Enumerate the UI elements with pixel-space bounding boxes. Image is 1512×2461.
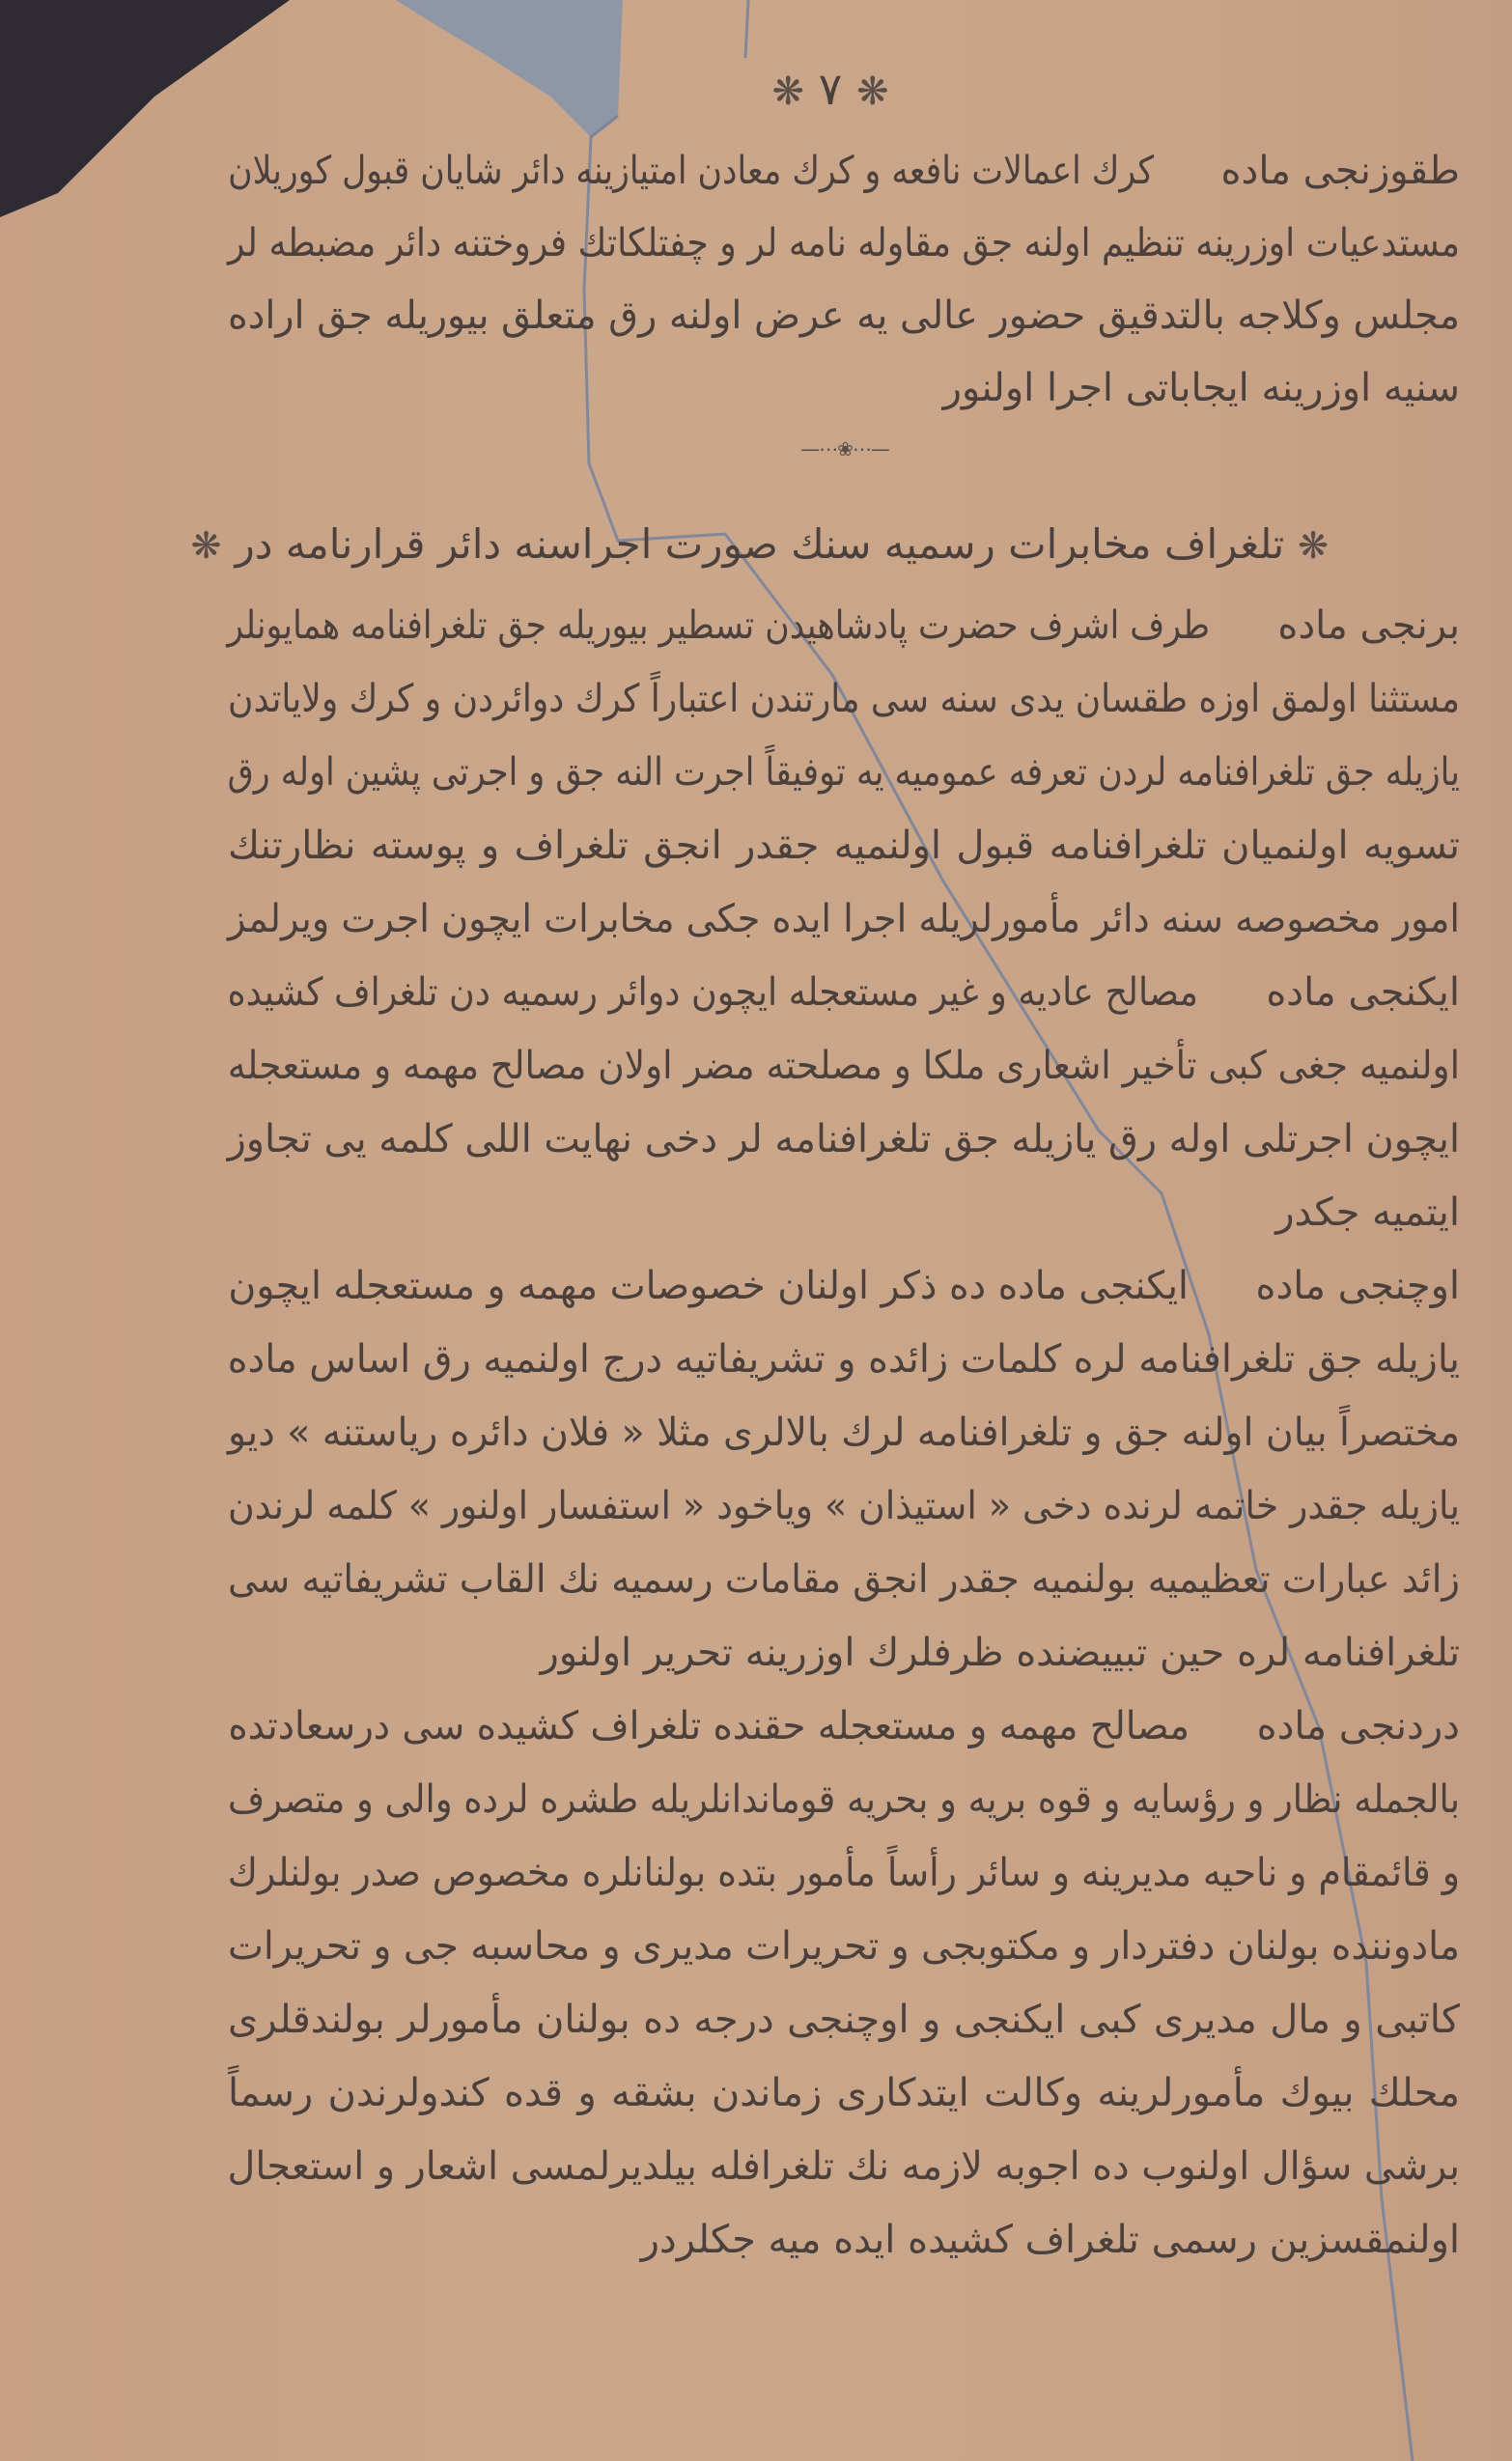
- ornament-icon: ❋: [190, 524, 222, 567]
- decree-body: [228, 589, 1460, 2277]
- text-row: [228, 1616, 1460, 1690]
- text-line: ایکنجی ماده ده ذکر اولنان خصوصات مهمه و مستعجله ایچون: [227, 1264, 1189, 1308]
- text-line: محلك بیوك مأمورلرینه وکالت ایتدکاری زماندن بشقه و قده کندولرندن رسماً: [228, 2071, 1460, 2115]
- page-number: ٧: [818, 63, 843, 115]
- text-line: ایتمیه جکدر: [1275, 1190, 1460, 1235]
- article-label: ایکنجی ماده: [1266, 970, 1460, 1015]
- text-line: مستدعیات اوزرینه تنظیم اولنه جق مقاوله نامه لر و چفتلکاتك فروختنه دائر مضبطه لر: [227, 221, 1460, 266]
- torn-gap: [396, 0, 623, 137]
- text-line: بالجمله نظار و رؤسایه و قوه بریه و بحریه قوماندانلریله طشره لرده والی و متصرف: [227, 1777, 1461, 1822]
- text-line: مجلس وکلاجه بالتدقیق حضور عالی یه عرض اولنه رق متعلق بیوریله جق اراده: [227, 294, 1460, 338]
- crack-line: [745, 0, 748, 58]
- page-header: [734, 60, 927, 118]
- text-row: [228, 1396, 1460, 1469]
- article-label: برنجی ماده: [1277, 603, 1460, 648]
- text-row: [228, 736, 1460, 809]
- text-row: [228, 1836, 1460, 1910]
- text-line: امور مخصوصه سنه دائر مأمورلریله اجرا ایده جکی مخابرات ایچون اجرت ویرلمز: [228, 897, 1461, 941]
- paragraph-article-9: [228, 135, 1460, 425]
- text-line: مصالح عادیه و غیر مستعجله ایچون دوائر رسمیه دن تلغراف کشیده: [227, 970, 1199, 1015]
- text-row: [228, 1103, 1460, 1176]
- text-row: [228, 1983, 1460, 2056]
- ornament-icon: ❋: [771, 70, 805, 114]
- text-row: [228, 2056, 1460, 2130]
- text-line: طرف اشرف حضرت پادشاهیدن تسطیر بیوریله جق تلغرافنامه همایونلر: [227, 603, 1211, 648]
- text-line: اولنمیه جغی کبی تأخیر اشعاری ملکا و مصلحته مضر اولان مصالح مهمه و مستعجله: [227, 1044, 1460, 1088]
- text-line: اولنمقسزین رسمی تلغراف کشیده ایده میه جکلردر: [640, 2218, 1460, 2262]
- text-row: [228, 662, 1460, 736]
- text-line: کاتبی و مال مدیری کبی ایکنجی و اوچنجی درجه ده بولنان مأمورلر بولندقلری: [228, 1998, 1460, 2042]
- text-line: برشی سؤال اولنوب ده اجوبه لازمه نك تلغرافله بیلدیرلمسی اشعار و استعجال: [227, 2144, 1461, 2189]
- text-line: تلغرافنامه لره حین تبییضنده ظرفلرك اوزرینه تحریر اولنور: [540, 1631, 1460, 1675]
- text-line: مصالح مهمه و مستعجله حقنده تلغراف کشیده سی درسعادتده: [227, 1704, 1190, 1748]
- text-row: [228, 2130, 1460, 2203]
- text-line: مادوننده بولنان دفتردار و مکتوبجی و تحریرات مدیری و محاسبه جی و تحریرات: [227, 1924, 1460, 1969]
- text-line: مختصراً بیان اولنه جق و تلغرافنامه لرك بالالری مثلا « فلان دائره ریاستنه » دیو: [227, 1411, 1460, 1455]
- title-text: تلغراف مخابرات رسمیه سنك صورت اجراسنه دائر قرارنامه در: [235, 520, 1285, 568]
- ornament-icon: ❋: [1298, 524, 1329, 567]
- text-line: ایچون اجرتلی اوله رق یازیله جق تلغرافنامه لر دخی نهایت اللی کلمه یی تجاوز: [227, 1117, 1460, 1161]
- section-title: [190, 510, 1342, 579]
- text-line: کرك اعمالات نافعه و کرك معادن امتیازینه دائر شایان قبول کوریلان: [227, 149, 1154, 193]
- text-row: [228, 1910, 1460, 1983]
- text-line: مستثنا اولمق اوزه طقسان یدی سنه سی مارتندن اعتباراً کرك دوائردن و کرك ولایاتدن: [228, 677, 1460, 721]
- text-row: [228, 956, 1460, 1029]
- text-row: [228, 1690, 1460, 1763]
- text-row: [228, 1763, 1460, 1836]
- article-label: اوچنجی ماده: [1255, 1264, 1460, 1308]
- text-row: [228, 589, 1460, 662]
- text-row: [228, 1029, 1460, 1103]
- text-row: [228, 809, 1460, 882]
- text-line: یازیله جقدر خاتمه لرنده دخی « استیذان » ویاخود « استفسار اولنور » کلمه لرندن: [227, 1484, 1460, 1528]
- article-label: طقوزنجی ماده: [1220, 149, 1460, 193]
- ornament-icon: ❋: [855, 70, 889, 114]
- text-line: تسویه اولنمیان تلغرافنامه قبول اولنمیه جقدر انجق تلغراف و پوسته نظارتنك: [228, 824, 1460, 868]
- text-row: [228, 882, 1460, 956]
- text-row: [228, 1543, 1460, 1616]
- text-row: [228, 1323, 1460, 1396]
- text-line: و قائمقام و ناحیه مدیرینه و سائر رأساً مأمور بتده بولنانلره مخصوص صدر بولنلرك: [227, 1851, 1461, 1895]
- text-row: [228, 2203, 1460, 2277]
- text-line: زائد عبارات تعظیمیه بولنمیه جقدر انجق مقامات رسمیه نك القاب تشریفاتیه سی: [227, 1557, 1460, 1602]
- text-line: یازیله جق تلغرافنامه لردن تعرفه عمومیه یه توفیقاً اجرت النه جق و اجرتی پشین اوله رق: [227, 750, 1461, 795]
- text-row: [228, 1249, 1460, 1323]
- text-row: [228, 1176, 1460, 1249]
- separator: —⋯❀⋯—: [800, 437, 889, 461]
- text-line: سنیه اوزرینه ایجاباتی اجرا اولنور: [942, 366, 1460, 410]
- article-label: دردنجی ماده: [1256, 1704, 1460, 1748]
- text-row: [228, 1469, 1460, 1543]
- text-line: یازیله جق تلغرافنامه لره کلمات زائده و تشریفاتیه درج اولنمیه رق اساس ماده: [227, 1337, 1461, 1382]
